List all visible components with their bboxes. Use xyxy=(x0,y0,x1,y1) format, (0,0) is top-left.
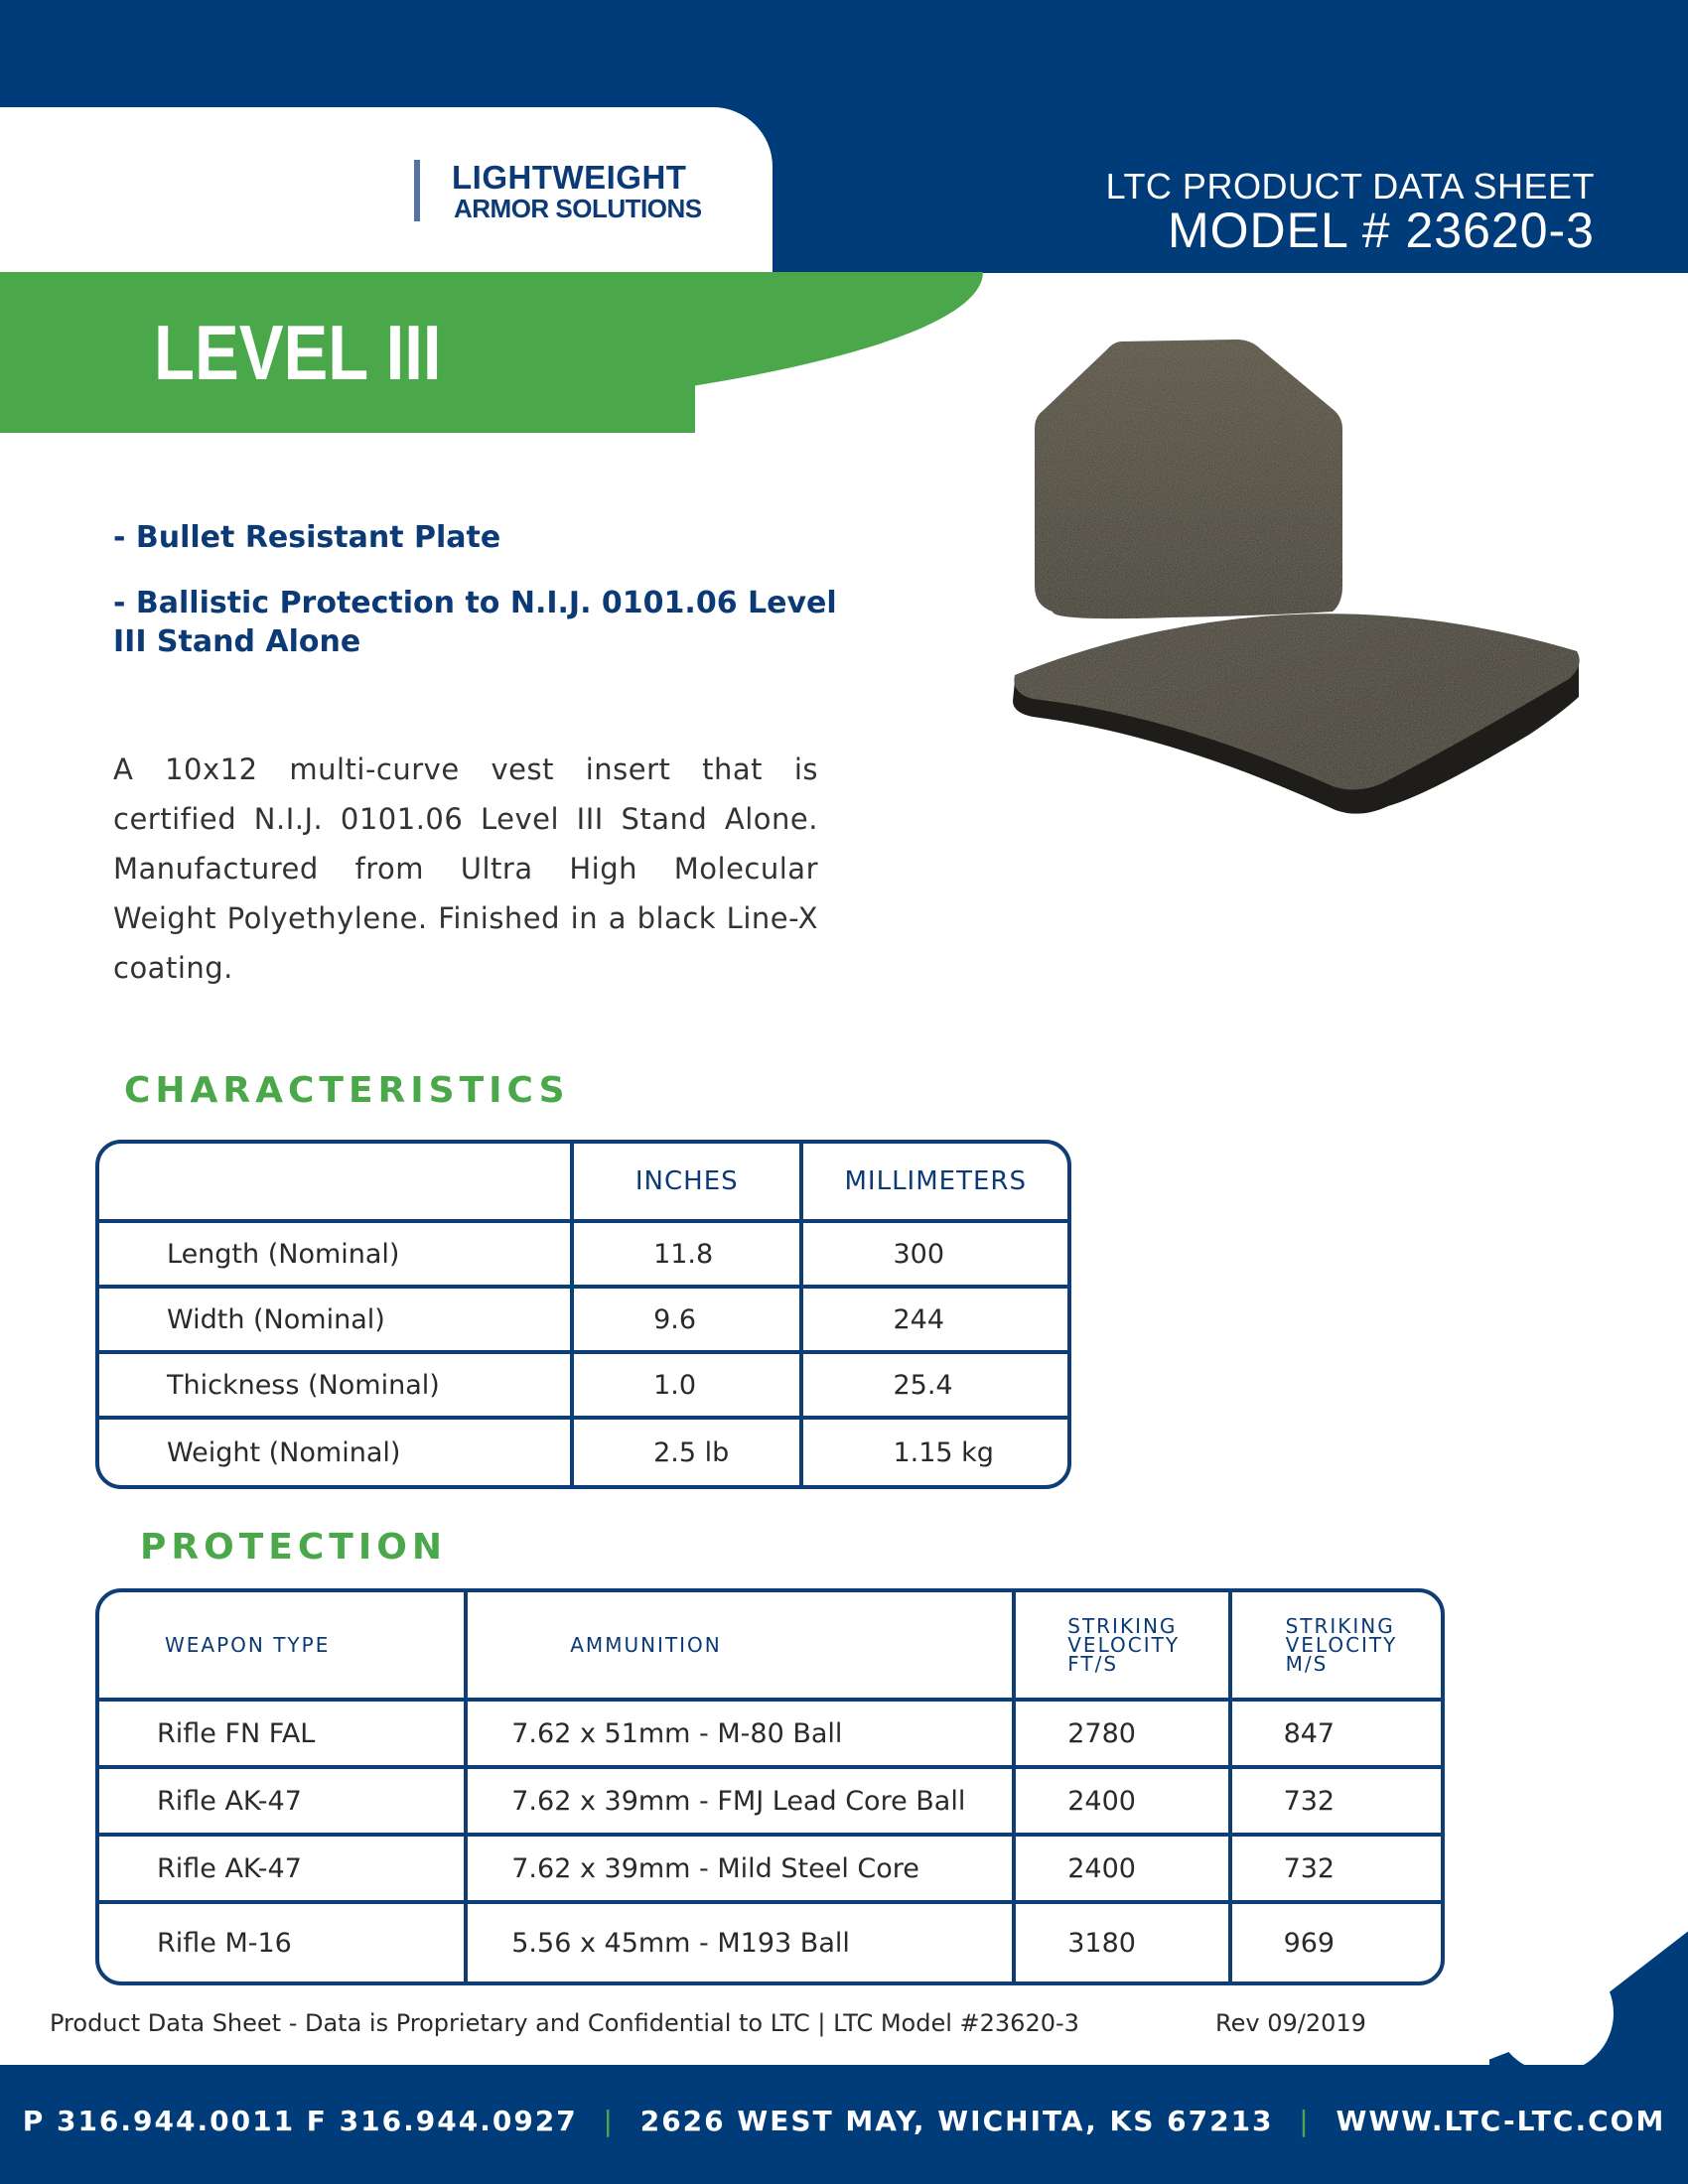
mm-value: 300 xyxy=(803,1223,1067,1289)
velocity-fts: 3180 xyxy=(1016,1904,1231,1981)
column-header-velocity-ms xyxy=(1232,1592,1441,1702)
weapon-type: Rifle FN FAL xyxy=(99,1702,468,1769)
phone-fax: P 316.944.0011 F 316.944.0927 xyxy=(22,2105,578,2137)
characteristics-table xyxy=(95,1140,1071,1489)
curved-plate xyxy=(1014,614,1579,789)
velocity-ms: 732 xyxy=(1232,1769,1441,1837)
sheet-title xyxy=(1105,166,1595,258)
weapon-type: Rifle M-16 xyxy=(99,1904,468,1981)
protection-heading: PROTECTION xyxy=(140,1527,447,1568)
table-row xyxy=(99,1769,1441,1837)
ammunition: 7.62 x 39mm - Mild Steel Core xyxy=(468,1837,1016,1904)
table-row xyxy=(99,1354,1067,1420)
protection-table xyxy=(95,1588,1445,1985)
sheet-label: LTC PRODUCT DATA SHEET xyxy=(1105,166,1595,206)
weapon-type: Rifle AK-47 xyxy=(99,1837,468,1904)
inches-value: 9.6 xyxy=(574,1289,803,1354)
column-header-velocity-fts xyxy=(1016,1592,1231,1702)
ammunition: 7.62 x 39mm - FMJ Lead Core Ball xyxy=(468,1769,1016,1837)
inches-value: 2.5 lb xyxy=(574,1420,803,1485)
front-plate xyxy=(1035,340,1342,618)
corner-circle-decoration xyxy=(1494,1954,1614,2073)
table-row xyxy=(99,1223,1067,1289)
velocity-fts: 2400 xyxy=(1016,1769,1231,1837)
inches-value: 1.0 xyxy=(574,1354,803,1420)
column-header xyxy=(99,1144,574,1223)
table-row xyxy=(99,1702,1441,1769)
column-header-millimeters: MILLIMETERS xyxy=(803,1144,1067,1223)
confidentiality-note xyxy=(50,2009,1366,2037)
feature-bullets xyxy=(113,518,868,688)
logo-wordmark-line1: LIGHTWEIGHT xyxy=(452,159,687,196)
ammunition: 5.56 x 45mm - M193 Ball xyxy=(468,1904,1016,1981)
table-row xyxy=(99,1420,1067,1485)
mm-value: 244 xyxy=(803,1289,1067,1354)
velocity-ms: 732 xyxy=(1232,1837,1441,1904)
footnote-text: Product Data Sheet - Data is Proprietary and Confidential to LTC | LTC Model #23620-3 xyxy=(50,2009,1079,2037)
weapon-type: Rifle AK-47 xyxy=(99,1769,468,1837)
feature-bullet: - Ballistic Protection to N.I.J. 0101.06 Level III Stand Alone xyxy=(113,586,837,659)
armor-plates-image xyxy=(973,318,1609,1112)
level-title: LEVEL III xyxy=(154,309,442,396)
table-row xyxy=(99,1904,1441,1981)
velocity-fts: 2400 xyxy=(1016,1837,1231,1904)
row-label: Thickness (Nominal) xyxy=(99,1354,574,1420)
velocity-ms: 969 xyxy=(1283,1927,1336,1959)
header-line: M/S xyxy=(1285,1651,1329,1676)
velocity-ms: 847 xyxy=(1232,1702,1441,1769)
header-line: STRIKING xyxy=(1285,1613,1395,1638)
characteristics-heading: CHARACTERISTICS xyxy=(124,1070,570,1111)
mm-value: 25.4 xyxy=(803,1354,1067,1420)
row-label: Weight (Nominal) xyxy=(99,1420,574,1485)
header-line: FT/S xyxy=(1067,1651,1119,1676)
inches-value: 11.8 xyxy=(574,1223,803,1289)
table-row xyxy=(99,1837,1441,1904)
column-header-inches: INCHES xyxy=(574,1144,803,1223)
header-line: VELOCITY xyxy=(1067,1632,1181,1657)
header-line: STRIKING xyxy=(1067,1613,1178,1638)
logo-divider xyxy=(414,160,420,221)
separator: | xyxy=(603,2105,615,2137)
column-header-weapon: WEAPON TYPE xyxy=(99,1592,468,1702)
header-line: VELOCITY xyxy=(1285,1632,1398,1657)
row-label: Width (Nominal) xyxy=(99,1289,574,1354)
logo-wordmark-line2: ARMOR SOLUTIONS xyxy=(454,194,702,223)
table-header-row xyxy=(99,1144,1067,1223)
table-row xyxy=(99,1289,1067,1354)
address: 2626 WEST MAY, WICHITA, KS 67213 xyxy=(639,2105,1274,2137)
product-description: A 10x12 multi-curve vest insert that is certified N.I.J. 0101.06 Level III Stand Alone. Manufactured from Ultra High Molecular Weight Polyethylene. Finished in a black Line-X coating. xyxy=(113,752,818,985)
ammunition: 7.62 x 51mm - M-80 Ball xyxy=(468,1702,1016,1769)
model-number: MODEL # 23620-3 xyxy=(1167,203,1595,258)
separator: | xyxy=(1299,2105,1311,2137)
row-label: Length (Nominal) xyxy=(99,1223,574,1289)
feature-bullet: - Bullet Resistant Plate xyxy=(113,520,501,555)
velocity-fts: 2780 xyxy=(1016,1702,1231,1769)
website-link[interactable]: WWW.LTC-LTC.COM xyxy=(1336,2105,1666,2137)
column-header-ammunition: AMMUNITION xyxy=(468,1592,1016,1702)
table-header-row xyxy=(99,1592,1441,1702)
revision-date: Rev 09/2019 xyxy=(1215,2009,1366,2037)
mm-value: 1.15 kg xyxy=(893,1436,994,1468)
contact-line xyxy=(0,2105,1688,2137)
